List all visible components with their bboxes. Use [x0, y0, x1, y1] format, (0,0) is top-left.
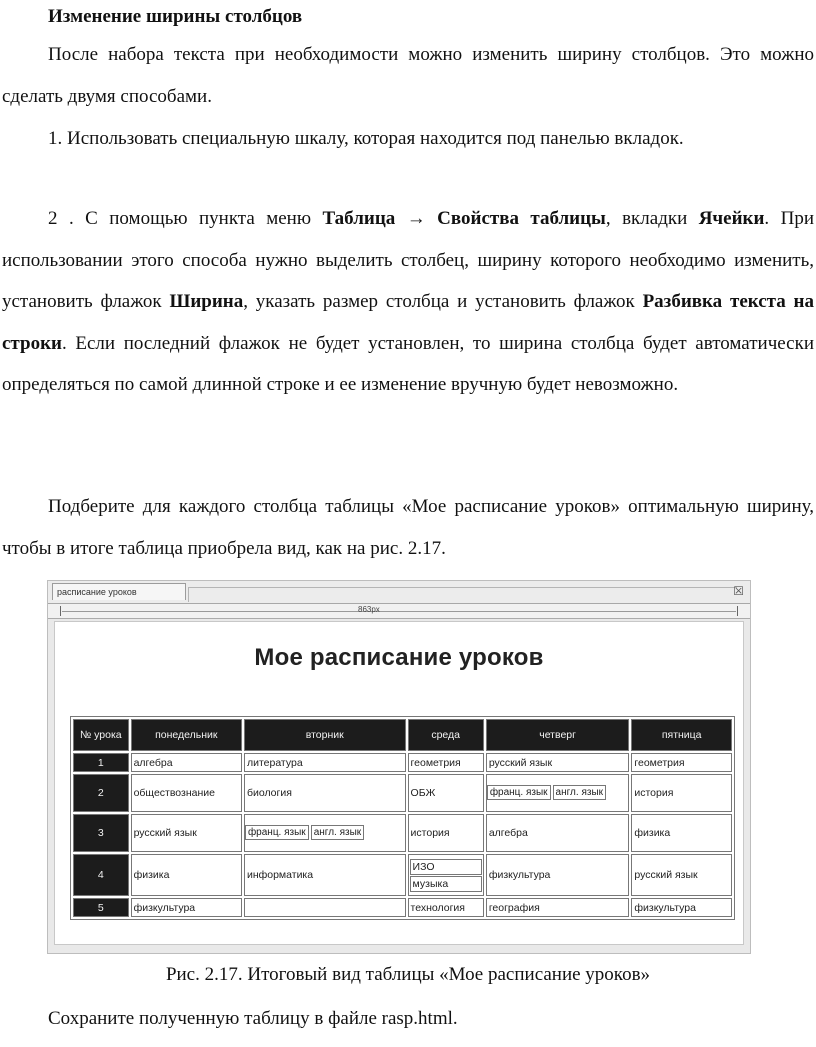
stacked-subjects — [410, 859, 482, 892]
cell-wednesday-stack — [408, 854, 484, 896]
cell-tuesday — [244, 898, 406, 917]
cell-wednesday-art: ИЗО — [410, 859, 482, 875]
paragraph-method-2-text-1: 2 . С помощью пункта меню — [48, 208, 323, 229]
figure-browser-screenshot — [47, 580, 751, 954]
cell-thursday-split — [486, 774, 630, 812]
menu-path-bold: Таблица → Свойства таблицы — [322, 208, 606, 229]
schedule-title: Мое расписание уроков — [254, 644, 544, 671]
close-icon[interactable]: ☒ — [733, 584, 744, 598]
paragraph-task — [2, 486, 814, 569]
cell-friday: физкультура — [631, 898, 732, 917]
cell-tuesday-english: англ. язык — [311, 825, 364, 840]
cell-wednesday-music: музыка — [410, 876, 482, 892]
paragraph-method-2-text-4: , указать размер столбца и установить флажок — [243, 291, 643, 312]
cell-wednesday: история — [408, 814, 484, 852]
paragraph-task-text: Подберите для каждого столбца таблицы «Мое расписание уроков» оптимальную ширину, чтобы в итоге таблица приобрела вид, как на рис. 2.17. — [2, 496, 814, 559]
cell-tuesday: литература — [244, 753, 406, 772]
ruler-right-mark — [737, 606, 738, 616]
header-tuesday: вторник — [244, 719, 406, 751]
paragraph-method-2-text-5: . Если последний флажок не будет установлен, то ширина столбца будет автоматически определяться по самой длинной строке и ее изменение вручную будет невозможно. — [2, 332, 814, 395]
header-monday: понедельник — [131, 719, 242, 751]
header-wednesday: среда — [408, 719, 484, 751]
cell-tuesday-french: франц. язык — [245, 825, 309, 840]
cell-thursday: география — [486, 898, 630, 917]
cell-friday: геометрия — [631, 753, 732, 772]
cell-tuesday-split — [244, 814, 406, 852]
header-lesson-number: № урока — [73, 719, 129, 751]
table-row — [73, 854, 732, 896]
header-friday: пятница — [631, 719, 732, 751]
ruler-line — [62, 611, 736, 612]
nested-subgroup-table — [243, 823, 366, 842]
cell-tuesday: информатика — [244, 854, 406, 896]
checkbox-wrap-bold: Разбивка текста на строки — [2, 291, 815, 354]
cell-friday: история — [631, 774, 732, 812]
paragraph-intro — [2, 34, 814, 117]
nested-subgroup-table — [485, 783, 608, 802]
table-row — [73, 814, 732, 852]
cell-thursday-french: франц. язык — [487, 785, 551, 800]
paragraph-save: Сохраните полученную таблицу в файле rasp.html. — [48, 1008, 458, 1029]
cell-monday: алгебра — [131, 753, 242, 772]
paragraph-method-1 — [2, 118, 814, 160]
cell-index: 4 — [73, 854, 129, 896]
cell-index: 3 — [73, 814, 129, 852]
checkbox-width-bold: Ширина — [169, 291, 244, 312]
cell-thursday: физкультура — [486, 854, 630, 896]
figure-page — [54, 621, 744, 945]
paragraph-method-2 — [2, 198, 814, 406]
cell-tuesday: биология — [244, 774, 406, 812]
cell-thursday: русский язык — [486, 753, 630, 772]
ruler-left-mark — [60, 606, 61, 616]
ruler-width-label: 863px — [358, 605, 380, 614]
cell-monday: физкультура — [131, 898, 242, 917]
cell-index: 5 — [73, 898, 129, 917]
cell-index: 1 — [73, 753, 129, 772]
cell-wednesday: геометрия — [408, 753, 484, 772]
table-row — [73, 898, 732, 917]
cell-monday: физика — [131, 854, 242, 896]
tab-cells-bold: Ячейки — [698, 208, 765, 229]
schedule-table — [70, 716, 735, 920]
cell-monday: обществознание — [131, 774, 242, 812]
cell-thursday: алгебра — [486, 814, 630, 852]
paragraph-intro-text: После набора текста при необходимости можно изменить ширину столбцов. Это можно сделать двумя способами. — [2, 44, 814, 107]
cell-index: 2 — [73, 774, 129, 812]
table-row — [73, 753, 732, 772]
cell-friday: физика — [631, 814, 732, 852]
cell-thursday-english: англ. язык — [553, 785, 606, 800]
figure-tab-strip — [188, 587, 737, 602]
header-thursday: четверг — [486, 719, 630, 751]
width-ruler[interactable] — [48, 604, 750, 619]
cell-monday: русский язык — [131, 814, 242, 852]
cell-wednesday: ОБЖ — [408, 774, 484, 812]
paragraph-method-1-text: 1. Использовать специальную шкалу, которая находится под панелью вкладок. — [48, 128, 684, 149]
cell-friday: русский язык — [631, 854, 732, 896]
paragraph-method-2-text-3: . При использовании этого способа нужно выделить столбец, ширину которого необходимо изменить, установить флажок — [2, 208, 814, 312]
figure-caption: Рис. 2.17. Итоговый вид таблицы «Мое расписание уроков» — [165, 964, 651, 985]
table-row — [73, 774, 732, 812]
figure-tab[interactable]: расписание уроков — [52, 583, 186, 600]
cell-wednesday: технология — [408, 898, 484, 917]
table-header-row — [73, 719, 732, 751]
paragraph-method-2-text-2: , вкладки — [605, 208, 699, 229]
figure-tab-bar — [48, 581, 750, 604]
section-heading: Изменение ширины столбцов — [48, 6, 303, 27]
